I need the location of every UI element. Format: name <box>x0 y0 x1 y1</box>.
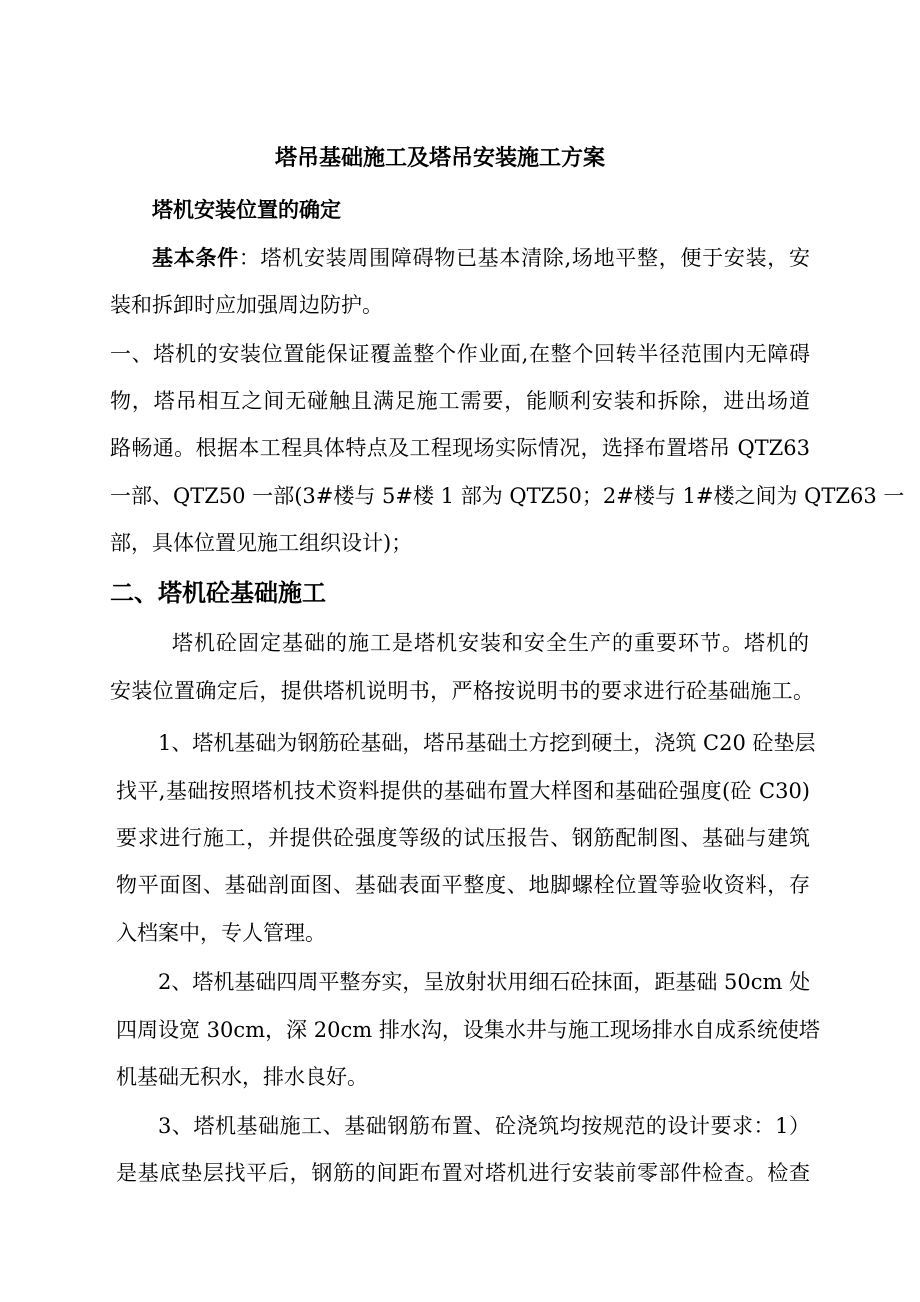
section1-line-1: 一、塔机的安装位置能保证覆盖整个作业面,在整个回转半径范围内无障碍 <box>110 342 810 366</box>
item1-line-1: 1、塔机基础为钢筋砼基础，塔吊基础土方挖到硬土，浇筑 C20 砼垫层 <box>158 731 816 755</box>
item2-line-3: 机基础无积水，排水良好。 <box>116 1065 368 1089</box>
item1-line-4: 物平面图、基础剖面图、基础表面平整度、地脚螺栓位置等验收资料，存 <box>116 873 810 897</box>
basic-conditions-line-2: 装和拆卸时应加强周边防护。 <box>110 293 383 317</box>
section1-line-5: 部，具体位置见施工组织设计)； <box>110 531 413 555</box>
section1-line-4: 一部、QTZ50 一部(3#楼与 5#楼 1 部为 QTZ50；2#楼与 1#楼之间为 QTZ63 一 <box>110 484 905 508</box>
basic-conditions-label: 基本条件 <box>152 246 239 270</box>
section2-heading: 二、塔机砼基础施工 <box>110 579 326 607</box>
item3-line-1: 3、塔机基础施工、基础钢筋布置、砼浇筑均按规范的设计要求：1） <box>158 1114 810 1138</box>
section-subtitle: 塔机安装位置的确定 <box>152 198 341 222</box>
item1-line-5: 入档案中，专人管理。 <box>116 921 326 945</box>
section1-line-3: 路畅通。根据本工程具体特点及工程现场实际情况，选择布置塔吊 QTZ63 <box>110 436 810 460</box>
item3-line-2: 是基底垫层找平后，钢筋的间距布置对塔机进行安装前零部件检查。检查 <box>116 1161 810 1185</box>
item2-line-1: 2、塔机基础四周平整夯实，呈放射状用细石砼抹面，距基础 50cm 处 <box>158 970 811 994</box>
item1-line-2: 找平,基础按照塔机技术资料提供的基础布置大样图和基础砼强度(砼 C30) <box>116 779 810 803</box>
section2-intro-line-2: 安装位置确定后，提供塔机说明书，严格按说明书的要求进行砼基础施工。 <box>110 679 814 703</box>
basic-conditions-line-1 <box>152 246 810 271</box>
document-title: 塔吊基础施工及塔吊安装施工方案 <box>275 146 606 171</box>
section2-intro-line-1: 塔机砼固定基础的施工是塔机安装和安全生产的重要环节。塔机的 <box>172 631 809 655</box>
item2-line-2: 四周设宽 30cm，深 20cm 排水沟，设集水井与施工现场排水自成系统使塔 <box>116 1018 820 1042</box>
item1-line-3: 要求进行施工，并提供砼强度等级的试压报告、钢筋配制图、基础与建筑 <box>116 826 810 850</box>
basic-conditions-text: ：塔机安装周围障碍物已基本清除,场地平整，便于安装，安 <box>238 246 810 270</box>
section1-line-2: 物，塔吊相互之间无碰触且满足施工需要，能顺利安装和拆除，进出场道 <box>110 389 810 413</box>
